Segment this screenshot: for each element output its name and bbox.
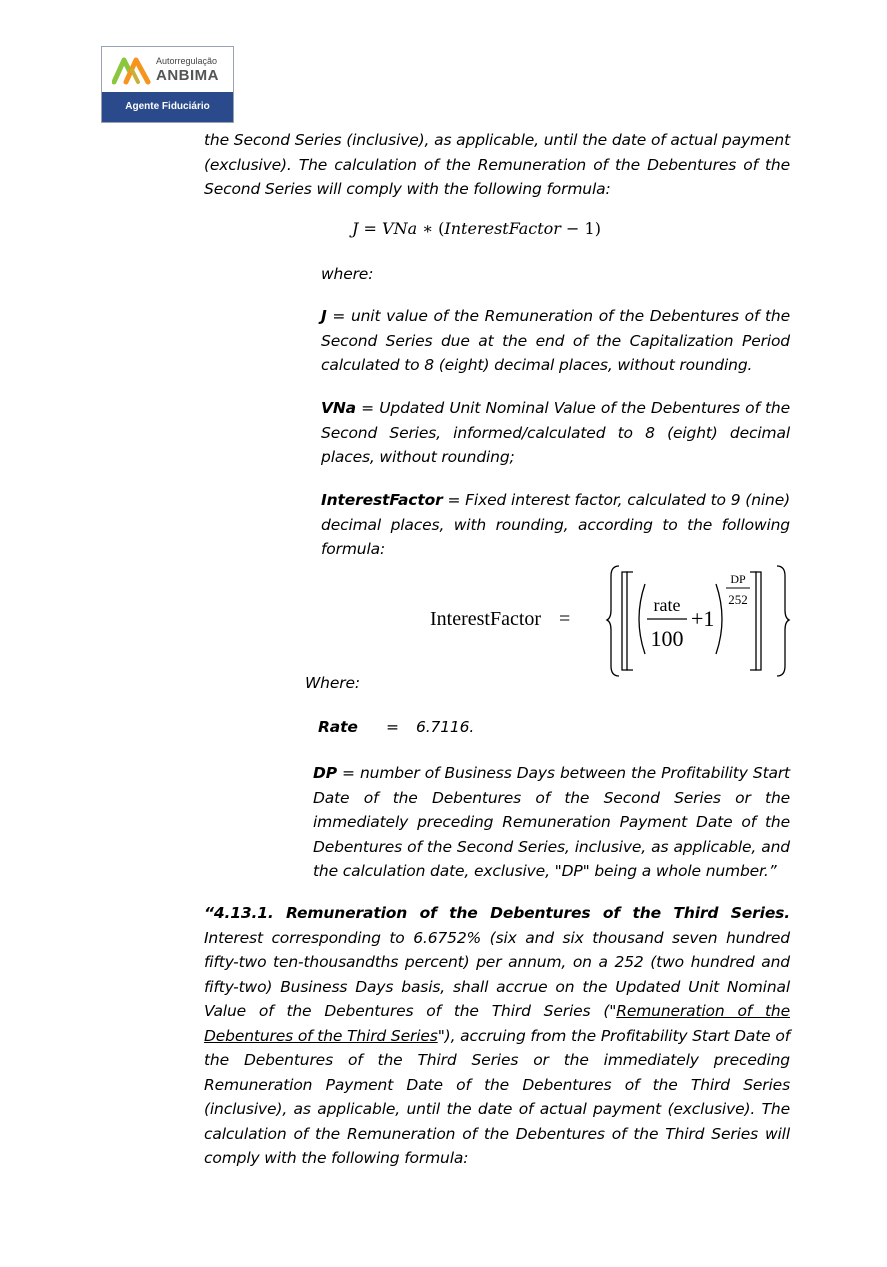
definition-interest-factor-term: InterestFactor bbox=[321, 491, 443, 509]
formula2-label: InterestFactor bbox=[430, 608, 542, 630]
formula1-open: ( bbox=[438, 219, 445, 238]
rate-value: 6.7116. bbox=[416, 718, 475, 736]
logo-brand-text: ANBIMA bbox=[156, 67, 219, 84]
definition-j-term: J bbox=[321, 307, 327, 325]
section-text-b: "), accruing from the Profitability Start Date of the Debentures of the Third Series or the immediately preceding Remuneration Payment Date of the Debentures of the Third Series (inclusive), as applicable, until the date of actual payment (exclusive). The calculation of the Remuneration of the Debentures of the Third Series will comply with the following formula: bbox=[204, 1026, 790, 1167]
section-4-13-1 bbox=[204, 901, 790, 1171]
definition-j-text: = unit value of the Remuneration of the Debentures of the Second Series due at the end of the Capitalization Period calculated to 8 (eight) decimal places, without rounding. bbox=[321, 307, 790, 374]
anbima-logo bbox=[101, 46, 234, 123]
logo-bar-text: Agente Fiduciário bbox=[102, 92, 233, 122]
right-brace bbox=[777, 566, 789, 676]
anbima-mark-icon bbox=[112, 56, 152, 86]
definition-vna-term: VNa bbox=[321, 399, 356, 417]
definition-vna-text: = Updated Unit Nominal Value of the Debentures of the Second Series, informed/calculated to 8 (eight) decimal places, without rounding; bbox=[321, 399, 790, 466]
formula2-eq: = bbox=[559, 608, 571, 630]
formula1-one: 1 bbox=[584, 219, 595, 238]
definition-interest-factor-text: = Fixed interest factor, calculated to 9 (nine) decimal places, with rounding, according to the following formula: bbox=[321, 491, 790, 558]
plus-one: +1 bbox=[691, 606, 715, 631]
section-text-a: Interest corresponding to 6.6752% (six and six thousand seven hundred fifty-two ten-thousandths percent) per annum, on a 252 (two hundred and fifty-two) Business Days basis, shall accrue on the Updated Unit Nominal Value of the Debentures of the Third Series (" bbox=[204, 928, 790, 1020]
definition-j bbox=[321, 304, 790, 378]
definition-dp-term: DP bbox=[313, 764, 337, 782]
formula1-vna: VNa bbox=[382, 219, 418, 238]
exponent-denominator: 252 bbox=[728, 592, 748, 607]
left-paren bbox=[639, 584, 645, 654]
left-brace bbox=[607, 566, 619, 676]
intro-paragraph: the Second Series (inclusive), as applicable, until the date of actual payment (exclusive). The calculation of the Remuneration of the Debentures of the Second Series will comply with the following formula: bbox=[204, 131, 790, 198]
definition-vna bbox=[321, 396, 790, 470]
right-paren bbox=[716, 584, 722, 654]
formula1-op: ∗ bbox=[422, 219, 434, 238]
where-label: where: bbox=[321, 265, 374, 283]
definition-dp bbox=[313, 761, 790, 884]
exponent-numerator: DP bbox=[730, 572, 746, 586]
where-label-2: Where: bbox=[305, 674, 360, 692]
formula1-minus: − bbox=[566, 219, 580, 238]
formula1-factor: InterestFactor bbox=[444, 219, 561, 238]
logo-small-text: Autorregulação bbox=[156, 56, 218, 66]
right-bracket-inner bbox=[750, 572, 756, 670]
formula1-eq: = bbox=[363, 219, 377, 238]
rate-term bbox=[318, 715, 358, 740]
section-defined-term: Remuneration of the Debentures of the Third Series bbox=[204, 1002, 790, 1045]
formula-remuneration bbox=[352, 219, 601, 238]
fraction-denominator: 100 bbox=[650, 626, 684, 651]
formula-interest-factor bbox=[605, 562, 793, 680]
left-bracket-inner bbox=[627, 572, 633, 670]
logo-top bbox=[102, 47, 233, 92]
definition-interest-factor bbox=[321, 488, 790, 562]
definition-dp-text: = number of Business Days between the Profitability Start Date of the Debentures of the Second Series or the immediately preceding Remuneration Payment Date of the Debentures of the Second Series, inclusive, as applicable, and the calculation date, exclusive, "DP" being a whole number.” bbox=[313, 764, 790, 880]
rate-term-label: Rate bbox=[318, 718, 358, 736]
formula1-lhs: J bbox=[352, 219, 359, 238]
formula1-close: ) bbox=[594, 219, 601, 238]
rate-eq: = bbox=[386, 718, 399, 736]
section-heading: “4.13.1. Remuneration of the Debentures of the Third Series. bbox=[204, 904, 790, 922]
fraction-numerator: rate bbox=[653, 595, 681, 615]
